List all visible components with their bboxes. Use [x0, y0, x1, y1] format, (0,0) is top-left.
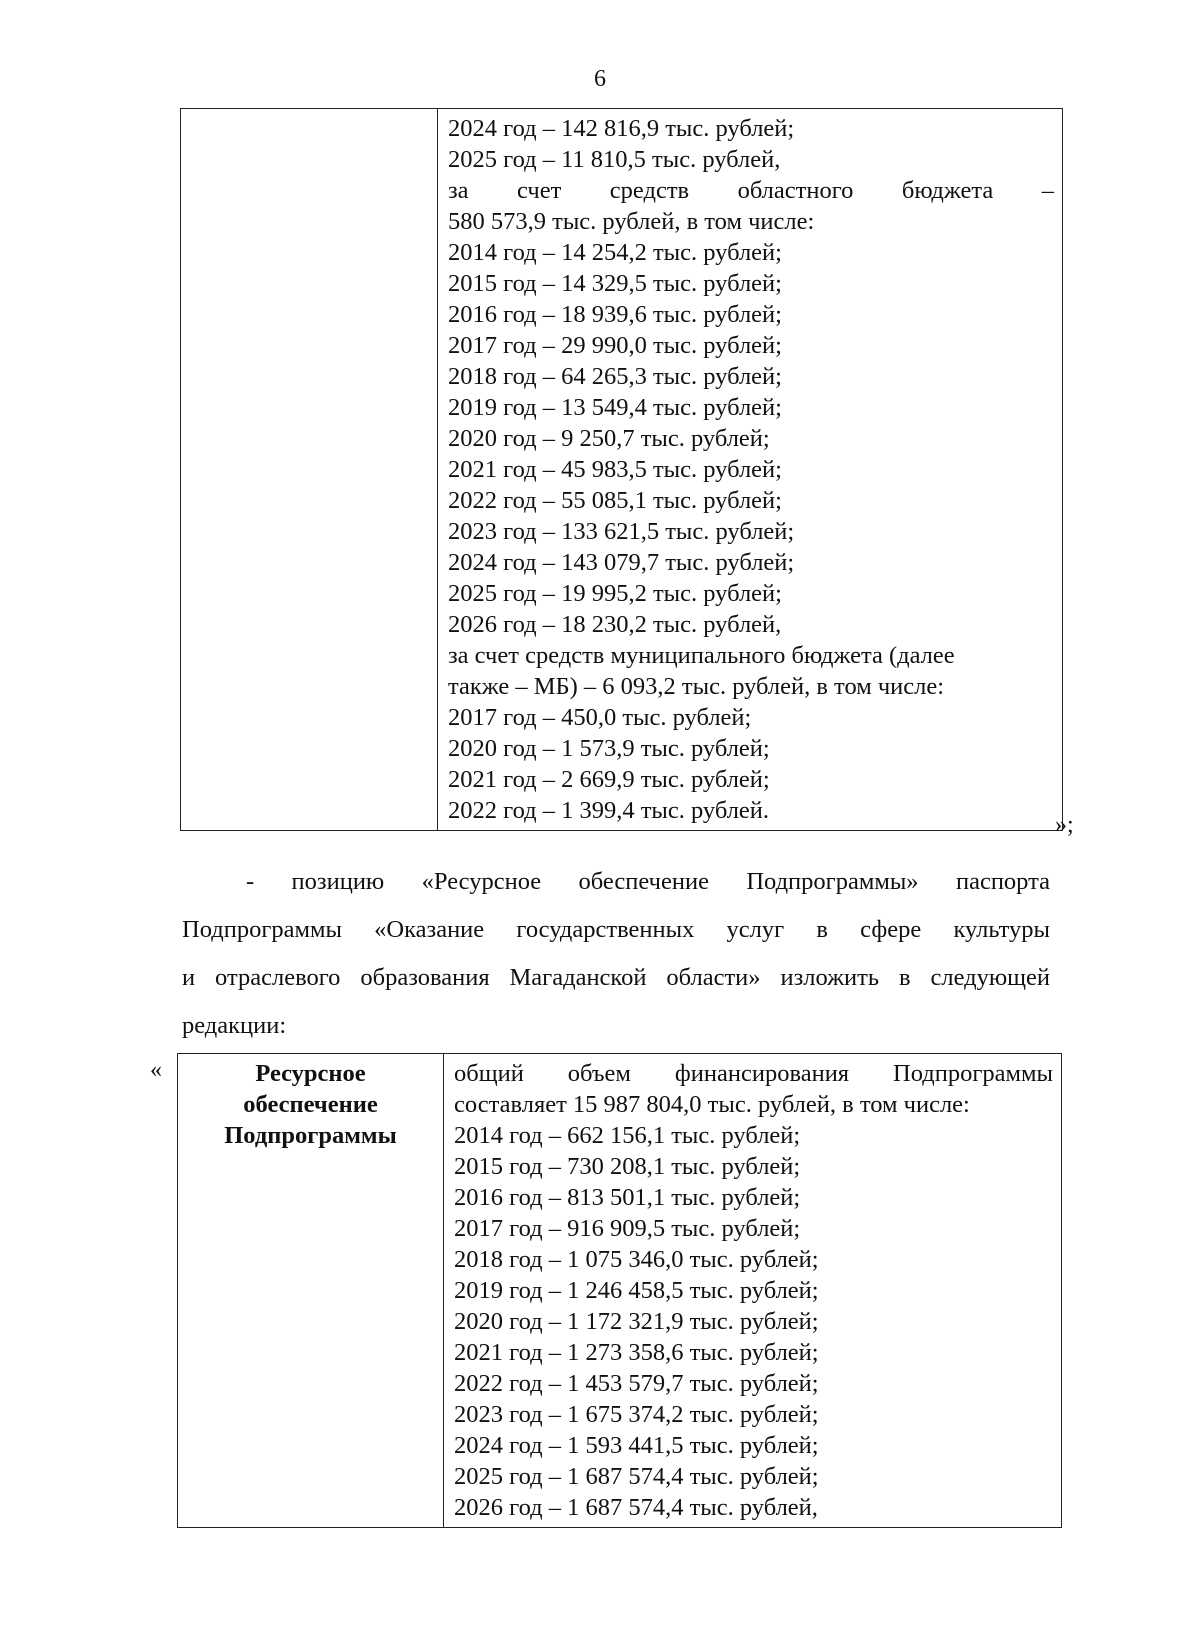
funding-line: 2017 год – 916 909,5 тыс. рублей;	[454, 1215, 801, 1242]
funding-line: 2022 год – 55 085,1 тыс. рублей;	[448, 487, 782, 514]
funding-line: 2020 год – 1 172 321,9 тыс. рублей;	[454, 1308, 819, 1335]
funding-line: общий объем финансирования Подпрограммы	[454, 1060, 1053, 1087]
funding-line: 2015 год – 730 208,1 тыс. рублей;	[454, 1153, 801, 1180]
closing-quote-mark: »;	[1055, 812, 1074, 838]
funding-line: 2022 год – 1 453 579,7 тыс. рублей;	[454, 1370, 819, 1397]
funding-line: 2024 год – 142 816,9 тыс. рублей;	[448, 115, 795, 142]
funding-line: 2016 год – 18 939,6 тыс. рублей;	[448, 301, 782, 328]
funding-line: 2019 год – 1 246 458,5 тыс. рублей;	[454, 1277, 819, 1304]
opening-quote-mark: «	[150, 1057, 162, 1083]
funding-line: 2021 год – 2 669,9 тыс. рублей;	[448, 766, 770, 793]
funding-line: 2025 год – 1 687 574,4 тыс. рублей;	[454, 1463, 819, 1490]
table-right-cell	[438, 109, 1063, 831]
funding-line: 2015 год – 14 329,5 тыс. рублей;	[448, 270, 782, 297]
funding-line: 2022 год – 1 399,4 тыс. рублей.	[448, 797, 770, 824]
funding-line: 2017 год – 450,0 тыс. рублей;	[448, 704, 752, 731]
resource-provision-table	[177, 1053, 1062, 1528]
funding-line: 2019 год – 13 549,4 тыс. рублей;	[448, 394, 782, 421]
label-line: обеспечение	[243, 1091, 378, 1118]
table-row	[181, 109, 1063, 831]
table-left-cell	[181, 109, 438, 831]
paragraph-line: и отраслевого образования Магаданской области» изложить в следующей	[182, 964, 1050, 991]
amendment-paragraph	[182, 858, 1050, 1050]
funding-line: составляет 15 987 804,0 тыс. рублей, в том числе:	[454, 1091, 970, 1118]
page-number: 6	[594, 66, 606, 92]
funding-line: 2020 год – 1 573,9 тыс. рублей;	[448, 735, 770, 762]
funding-line: 2018 год – 64 265,3 тыс. рублей;	[448, 363, 782, 390]
funding-line: 2025 год – 11 810,5 тыс. рублей,	[448, 146, 781, 173]
funding-line: 2021 год – 1 273 358,6 тыс. рублей;	[454, 1339, 819, 1366]
funding-line: 2023 год – 1 675 374,2 тыс. рублей;	[454, 1401, 819, 1428]
resource-provision-value-cell	[444, 1054, 1062, 1528]
funding-line: 2018 год – 1 075 346,0 тыс. рублей;	[454, 1246, 819, 1273]
paragraph-line: Подпрограммы «Оказание государственных услуг в сфере культуры	[182, 916, 1050, 943]
funding-line: 2026 год – 1 687 574,4 тыс. рублей,	[454, 1494, 818, 1521]
funding-line: 2025 год – 19 995,2 тыс. рублей;	[448, 580, 782, 607]
funding-line: 2023 год – 133 621,5 тыс. рублей;	[448, 518, 795, 545]
funding-line: за счет средств муниципального бюджета (далее	[448, 642, 955, 669]
funding-line: 2026 год – 18 230,2 тыс. рублей,	[448, 611, 782, 638]
funding-line: 580 573,9 тыс. рублей, в том числе:	[448, 208, 815, 235]
funding-line: 2016 год – 813 501,1 тыс. рублей;	[454, 1184, 801, 1211]
table-row	[178, 1054, 1062, 1528]
funding-table-continued	[180, 108, 1063, 831]
resource-provision-label-cell	[178, 1054, 444, 1528]
funding-line: 2024 год – 143 079,7 тыс. рублей;	[448, 549, 795, 576]
funding-line: 2014 год – 14 254,2 тыс. рублей;	[448, 239, 782, 266]
funding-line: также – МБ) – 6 093,2 тыс. рублей, в том числе:	[448, 673, 945, 700]
funding-line: за счет средств областного бюджета –	[448, 177, 1054, 204]
funding-line: 2017 год – 29 990,0 тыс. рублей;	[448, 332, 782, 359]
funding-line: 2024 год – 1 593 441,5 тыс. рублей;	[454, 1432, 819, 1459]
paragraph-line: - позицию «Ресурсное обеспечение Подпрограммы» паспорта	[246, 868, 1050, 895]
funding-line: 2020 год – 9 250,7 тыс. рублей;	[448, 425, 770, 452]
label-line: Ресурсное	[255, 1060, 366, 1087]
funding-line: 2014 год – 662 156,1 тыс. рублей;	[454, 1122, 801, 1149]
funding-line: 2021 год – 45 983,5 тыс. рублей;	[448, 456, 782, 483]
paragraph-line: редакции:	[182, 1012, 287, 1039]
label-line: Подпрограммы	[224, 1122, 397, 1149]
